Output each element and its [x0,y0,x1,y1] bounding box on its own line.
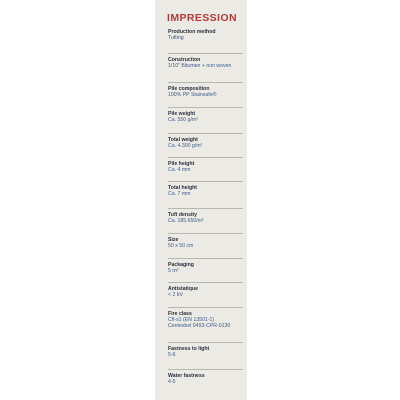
spec-label: Production method [168,29,216,35]
spec-label: Packaging [168,262,194,268]
spec-value: Tufting [168,35,184,41]
spec-packaging [168,259,243,283]
spec-label: Tuft density [168,212,198,218]
spec-label: Antistatique [168,286,198,292]
spec-value: Ca. 550 g/m² [168,117,198,123]
spec-value: Ca. 185.650/m² [168,218,204,224]
spec-tuft-density [168,209,243,234]
spec-label: Size [168,237,179,243]
spec-antistatique [168,283,243,308]
spec-water-fastness [168,370,243,392]
spec-label: Water fastness [168,373,205,379]
spec-label: Pile composition [168,86,210,92]
spec-value: 5 m² [168,268,179,274]
spec-value: Cfl-s1 (EN 13501-1) [168,317,215,323]
product-title: IMPRESSION [167,12,237,24]
spec-label: Total height [168,185,198,191]
spec-production-method [168,29,243,54]
spec-value: Ca. 7 mm [168,191,191,197]
spec-pile-composition [168,83,243,108]
spec-list [168,29,243,392]
spec-value: < 2 kV [168,292,183,298]
spec-label: Total weight [168,137,198,143]
spec-label: Fastness to light [168,346,210,352]
spec-label: Pile height [168,161,195,167]
spec-value: Ca. 4.300 g/m² [168,143,203,149]
spec-label: Construction [168,57,201,63]
spec-value: 50 x 50 cm [168,243,194,249]
spec-value: 1/10" Bitumen + non woven [168,63,232,69]
spec-total-weight [168,134,243,158]
spec-pile-weight [168,108,243,134]
spec-value: 4-5 [168,379,176,385]
spec-size [168,234,243,259]
spec-fire-class [168,308,243,343]
spec-fastness-to-light [168,343,243,370]
spec-value: 5-6 [168,352,176,358]
spec-label: Pile weight [168,111,196,117]
spec-construction [168,54,243,83]
spec-total-height [168,182,243,209]
spec-label: Fire class [168,311,192,317]
spec-card [155,0,247,400]
spec-value: 100% PP Stainsafe® [168,92,217,98]
spec-pile-height [168,158,243,182]
spec-value: Ca. 4 mm [168,167,191,173]
spec-value: Centexbel 0493-CPR-0130 [168,323,231,329]
